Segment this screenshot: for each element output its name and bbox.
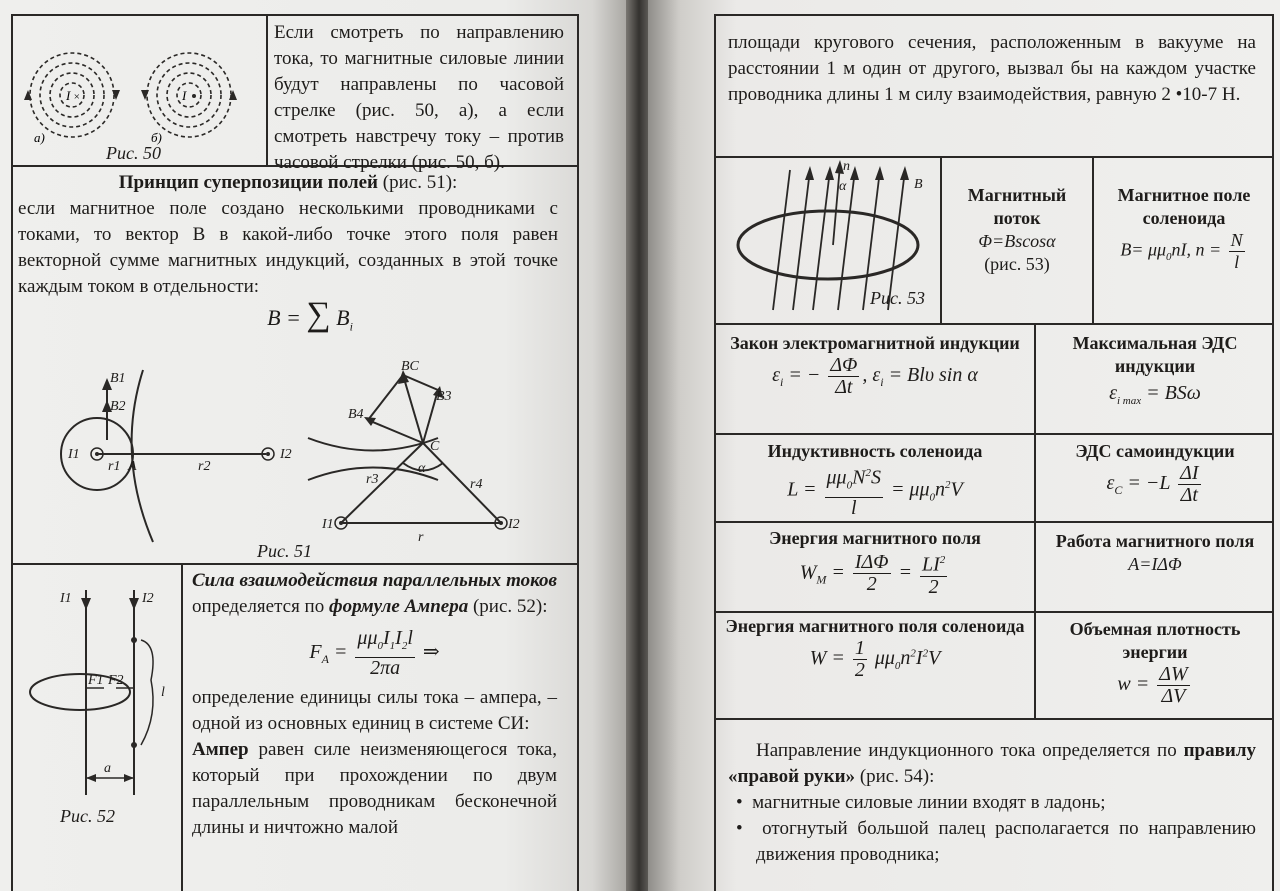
fig53-b: B bbox=[914, 177, 923, 192]
fig52-f1: F1 bbox=[88, 673, 104, 688]
superposition-formula: B = ∑ $B_i$ bbox=[267, 296, 353, 334]
fig52-a: a bbox=[104, 761, 111, 776]
fig52-f2: F2 bbox=[108, 673, 124, 688]
fig51-bc: BC bbox=[401, 359, 419, 374]
flux-cell bbox=[944, 184, 1090, 276]
self-induction-formula: $\varepsilon_C = -L$ $\frac{\Delta I}{\Delta t}$ bbox=[1106, 462, 1199, 506]
ampere-formula: $F_A$ = $\frac{\mu\mu_0I_1I_2l}{2\pi a}$ ⇒ bbox=[309, 627, 440, 679]
fig52-l: l bbox=[161, 685, 165, 700]
fig53-alpha: α bbox=[839, 179, 847, 194]
solenoid-energy-title: Энергия магнитного поля соленоида bbox=[725, 616, 1025, 636]
fig51-b3: B3 bbox=[436, 389, 452, 404]
solenoid-field-formula: $B= \mu\mu_0nI$, n = $\frac{N}{l}$ bbox=[1120, 230, 1243, 272]
induction-law-formula: $\varepsilon_i$ = − $\frac{\Delta\Phi}{\Delta t}$ , $\varepsilon_i = Bl\upsilon$ sin α bbox=[772, 354, 978, 398]
flux-ref: (рис. 53) bbox=[984, 254, 1050, 274]
ampere-title: Сила взаимодействия параллельных токов bbox=[192, 570, 557, 591]
fig51-diagram bbox=[18, 360, 578, 560]
fig51-i1-right: I1 bbox=[322, 517, 334, 532]
fig51-r3: r3 bbox=[366, 472, 379, 487]
left-page bbox=[0, 0, 630, 891]
self-induction-title: ЭДС самоиндукции bbox=[1075, 441, 1235, 461]
inductance-cell bbox=[718, 440, 1032, 519]
fig50-diagram bbox=[14, 20, 264, 150]
superposition-ref: (рис. 51): bbox=[378, 172, 458, 193]
fig51-r1: r1 bbox=[108, 459, 121, 474]
fig51-i2-right: I2 bbox=[508, 517, 520, 532]
induction-law-title: Закон электромагнитной индукции bbox=[730, 333, 1020, 353]
energy-density-cell bbox=[1038, 618, 1272, 707]
fig50-label-b: б) bbox=[151, 130, 162, 145]
fig51-r4: r4 bbox=[470, 477, 483, 492]
fig51-a: A bbox=[128, 459, 137, 474]
fig52-diagram bbox=[16, 580, 181, 805]
fig51-r2: r2 bbox=[198, 459, 211, 474]
self-induction-cell bbox=[1038, 440, 1272, 506]
rule-bullet-2: • отогнутый большой палец располагается по направлению движения проводника; bbox=[736, 818, 1257, 865]
solenoid-field-cell bbox=[1096, 184, 1272, 273]
fig51-alpha: α bbox=[418, 461, 426, 476]
fig52-i2: I2 bbox=[142, 591, 154, 606]
fig51-i2-left: I2 bbox=[280, 447, 292, 462]
max-emf-formula: $\varepsilon_{i max} = BS\omega$ bbox=[1109, 382, 1201, 407]
fig52-caption: Рис. 52 bbox=[60, 806, 115, 826]
fig51-c: C bbox=[430, 439, 440, 454]
max-emf-title: Максимальная ЭДС индукции bbox=[1072, 333, 1238, 376]
fig51-r: r bbox=[418, 530, 424, 545]
ampere-text3: равен силе неизменяющегося тока, который при прохождении по двум параллельным проводникам бесконечной длины и ничтожно малой bbox=[192, 739, 557, 838]
ampere-unit-title: Ампер bbox=[192, 739, 249, 760]
energy-title: Энергия магнитного поля bbox=[769, 528, 981, 548]
flux-formula: Φ=Bscosα bbox=[978, 231, 1056, 251]
rule-bullet-1: • магнитные силовые линии входят в ладонь; bbox=[736, 792, 1106, 813]
solenoid-field-title: Магнитное поле соленоида bbox=[1117, 185, 1251, 228]
ampere-text2: определение единицы силы тока – ампера, – одной из основных единиц в системе СИ: bbox=[192, 687, 557, 734]
fig51-b4: B4 bbox=[348, 407, 364, 422]
fig50-label-a: а) bbox=[34, 130, 45, 145]
rule-block: Направление индукционного тока определяется по правилу «правой руки» (рис. 54): • магнитные силовые линии входят в ладонь; • отогнутый большой палец располагается по направлению движения проводника; bbox=[728, 738, 1256, 868]
energy-cell bbox=[718, 527, 1032, 598]
fig50-current-a: I bbox=[66, 88, 71, 103]
fig51-caption: Рис. 51 bbox=[257, 541, 312, 561]
fig53-n: n bbox=[843, 159, 850, 174]
energy-density-title: Объемная плотность энергии bbox=[1069, 619, 1241, 662]
fig52-i1: I1 bbox=[60, 591, 72, 606]
fig53-caption: Рис. 53 bbox=[870, 288, 925, 308]
work-formula: A=IΔΦ bbox=[1128, 554, 1182, 574]
ampere-formula-title: формуле Ампера bbox=[328, 596, 469, 617]
solenoid-energy-cell bbox=[718, 615, 1032, 681]
superposition-title: Принцип суперпозиции полей bbox=[118, 172, 379, 193]
fig50-caption: Рис. 50 bbox=[106, 143, 161, 163]
work-title: Работа магнитного поля bbox=[1055, 531, 1255, 551]
ampere-block: Сила взаимодействия параллельных токов определяется по формуле Ампера (рис. 52): $F_A$ = $\frac{\mu\mu_0I_1I_2l}{2\pi a}$ ⇒ определение единицы силы тока – ампера, – одной из основных единиц в системе СИ: Ампер равен силе неизменяющегося тока, который при прохождении по двум параллельным проводникам бесконечной длины и ничтожно малой bbox=[192, 570, 557, 838]
svg-text:×: × bbox=[73, 91, 81, 103]
work-cell bbox=[1038, 530, 1272, 576]
induction-law-cell bbox=[718, 332, 1032, 398]
fig50-current-b: I bbox=[182, 88, 187, 103]
fig51-b1: B1 bbox=[110, 371, 126, 386]
energy-formula: $W_M$ = $\frac{\text{IΔΦ}}{2}$ = $\frac{LI^2}{2}$ bbox=[799, 551, 946, 598]
fig50-text: Если смотреть по направлению тока, то магнитные силовые линии будут направлены по часовой стрелке (рис. 50, а), а если смотреть навстречу току – против часовой стрелки (рис. 50, б). bbox=[274, 22, 564, 173]
inductance-title: Индуктивность соленоида bbox=[767, 441, 983, 461]
fig51-b2: B2 bbox=[110, 399, 126, 414]
max-emf-cell bbox=[1038, 332, 1272, 407]
superposition-block bbox=[18, 170, 558, 300]
inductance-formula: L = $\frac{\mu\mu_0N^2S}{l}$ = $\mu\mu_0n^2V$ bbox=[718, 463, 1032, 519]
right-top-text: площади кругового сечения, расположенным в вакууме на расстоянии 1 м один от другого, вызвал бы на каждом участке проводника длины 1 м силу взаимодействия, равную 2 •10-7 Н. bbox=[728, 32, 1256, 105]
fig51-i1-left: I1 bbox=[68, 447, 80, 462]
flux-title: Магнитный поток bbox=[967, 185, 1067, 228]
rule-name: правилу «правой руки» bbox=[728, 740, 1256, 787]
superposition-text: если магнитное поле создано несколькими проводниками с токами, то вектор B в какой-либо точке этого поля равен векторной сумме магнитных индукций, созданных в этой точке каждым током в отдельности: bbox=[18, 198, 558, 297]
solenoid-energy-formula: W = $\frac{1}{2}$ $\mu\mu_0n^2I^2V$ bbox=[809, 637, 941, 681]
right-page bbox=[648, 0, 1280, 891]
energy-density-formula: w = $\frac{\Delta W}{\Delta V}$ bbox=[1117, 663, 1188, 707]
